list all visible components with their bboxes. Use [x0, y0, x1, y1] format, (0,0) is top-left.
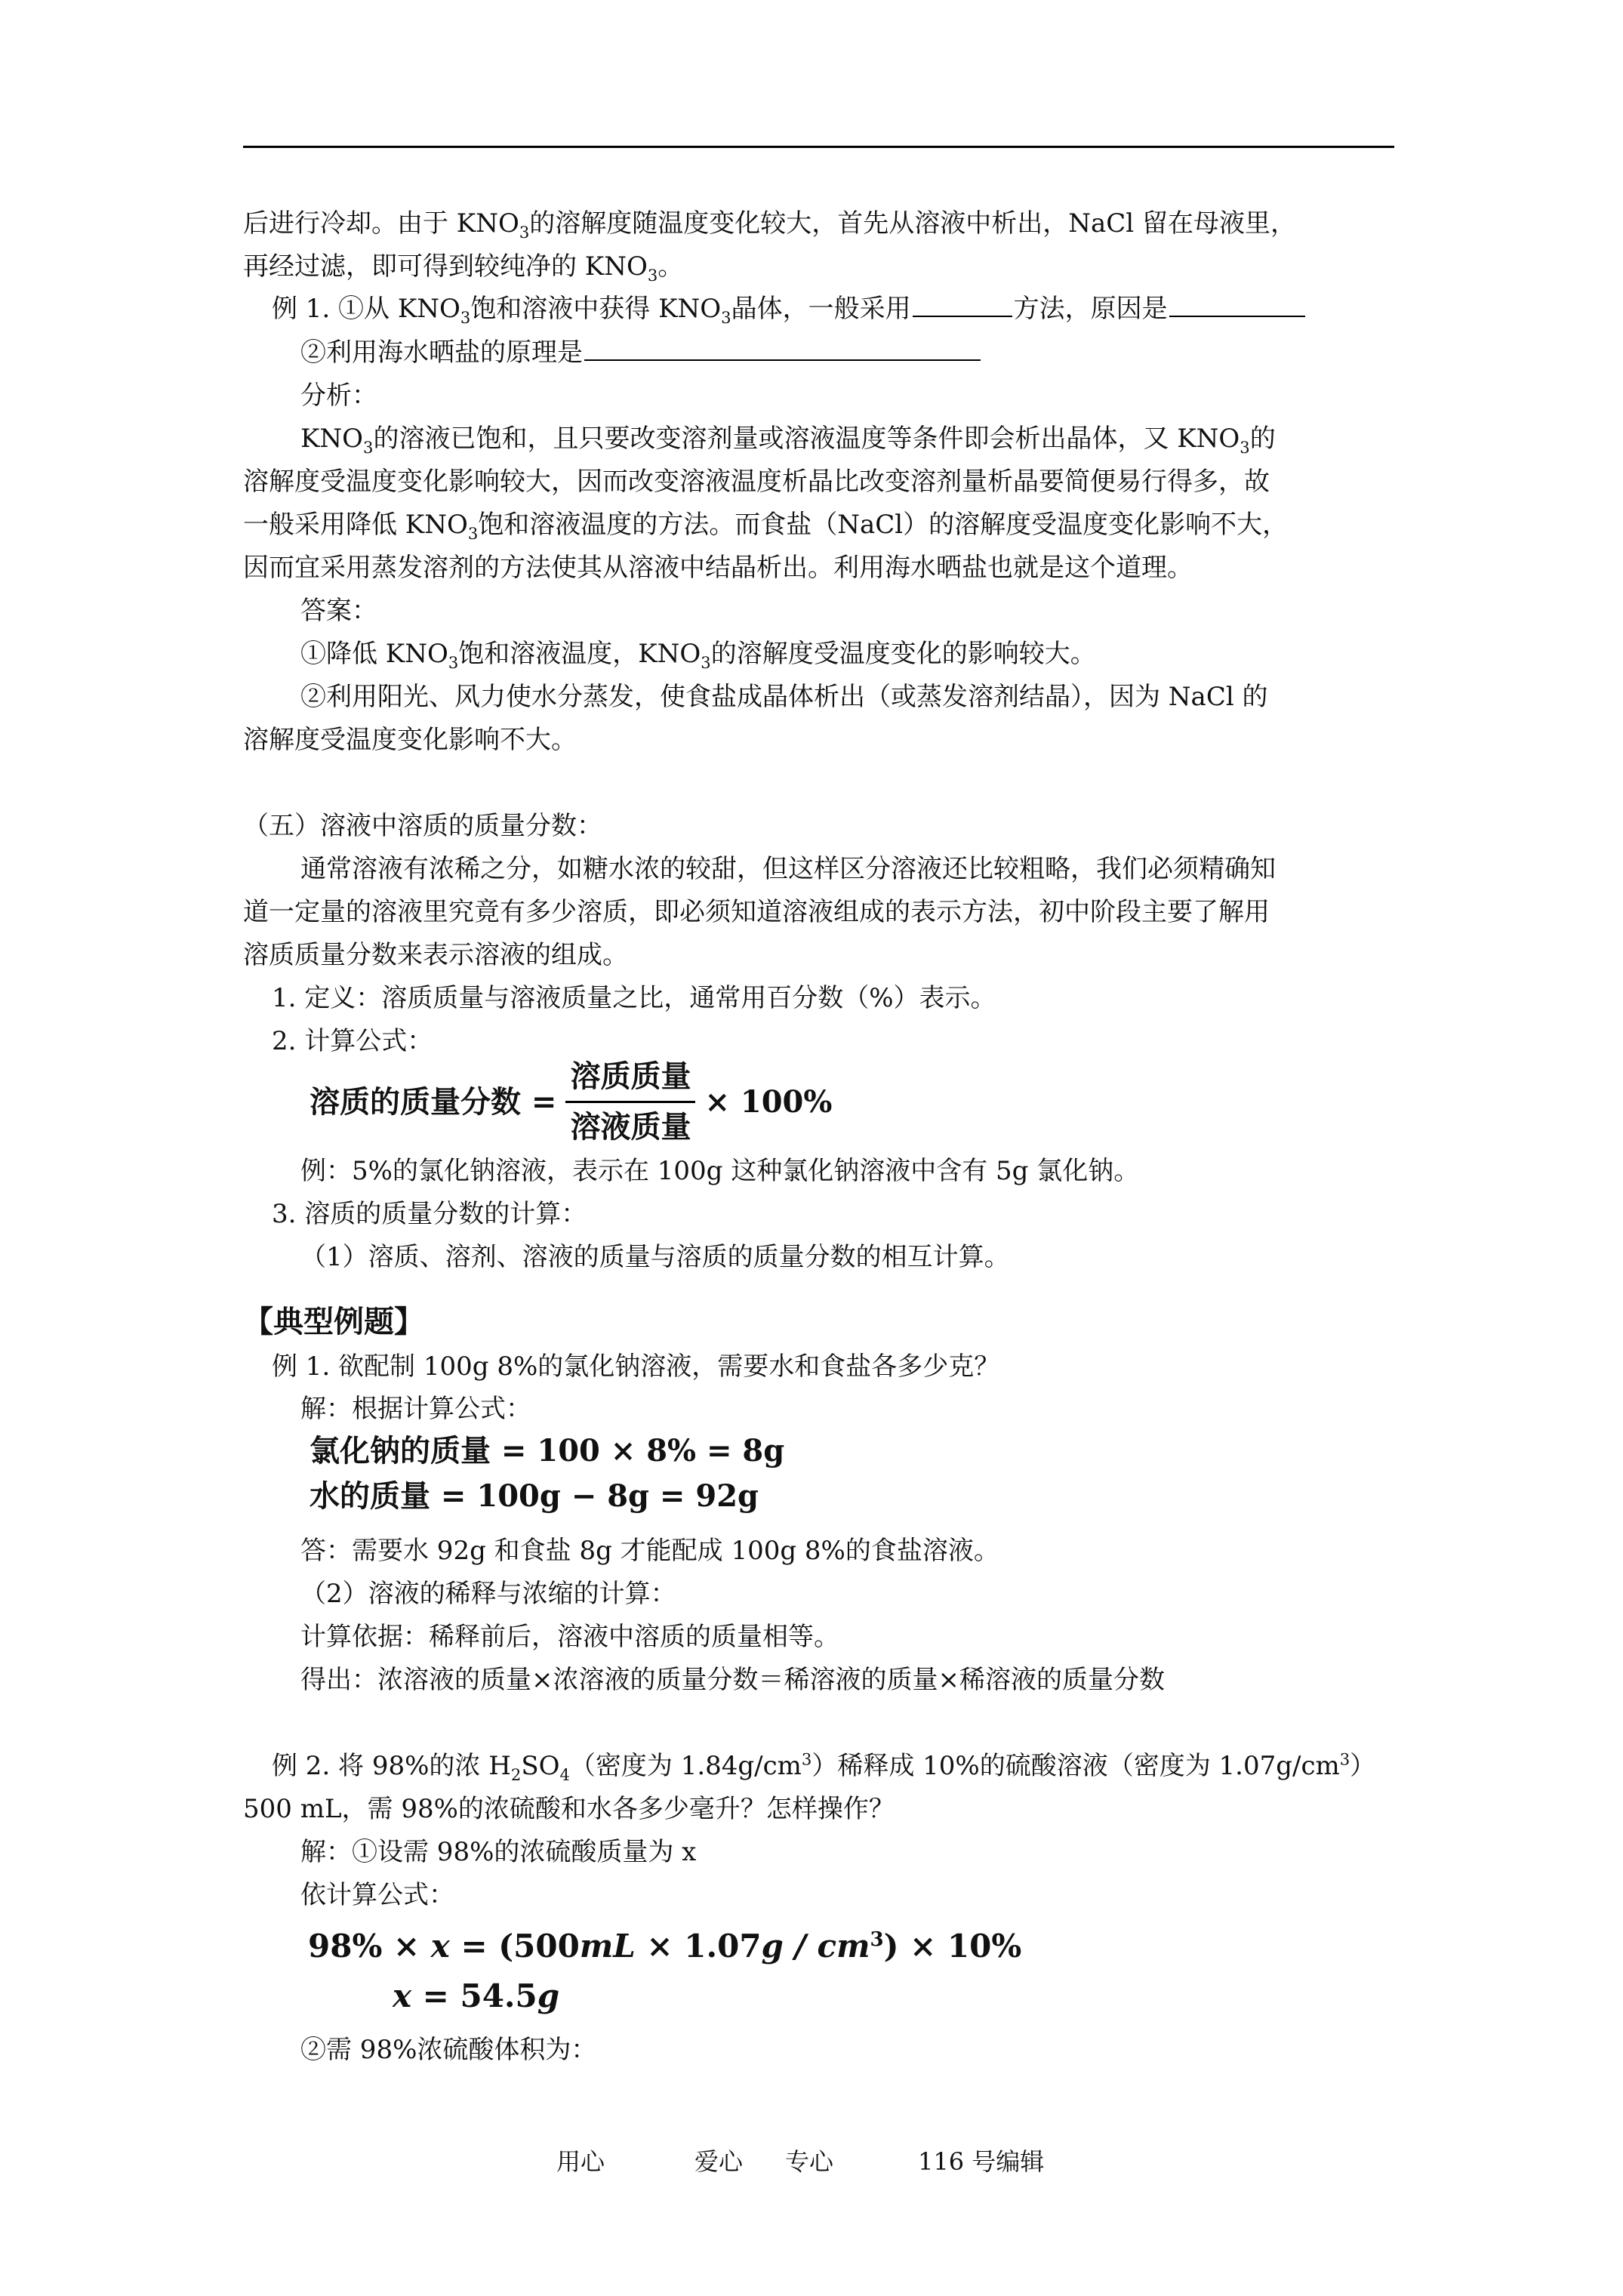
footer-text: 用心 — [556, 2147, 605, 2176]
answer-label: 答案： — [300, 596, 377, 626]
nacl-mass-formula: 氯化钠的质量 = 100 × 8% = 8g — [310, 1433, 785, 1469]
answer-line: 答：需要水 92g 和食盐 8g 才能配成 100g 8%的食盐溶液。 — [300, 1536, 999, 1566]
example-1-question: 例 1. ①从 $KNO_3$饱和溶液中获得 $KNO_3$晶体，一般采用 方法，原因是 — [272, 291, 1307, 327]
analysis-label: 分析： — [300, 381, 377, 411]
text-line: 溶质质量分数来表示溶液的组成。 — [243, 940, 628, 970]
solution-label: 解：根据计算公式： — [300, 1394, 531, 1424]
text-line: （1）溶质、溶剂、溶液的质量与溶质的质量分数的相互计算。 — [300, 1242, 1010, 1272]
text-line: 再经过滤，即可得到较纯净的 $KNO_3$。 — [243, 251, 684, 285]
answer-blank[interactable] — [1169, 293, 1305, 317]
answer-blank[interactable] — [584, 337, 981, 361]
text-line: 后进行冷却。由于 $KNO_3$的溶解度随温度变化较大，首先从溶液中析出，NaCl 留在母液里， — [243, 208, 1296, 242]
fraction-numerator: 溶质质量 — [565, 1056, 695, 1103]
text-line: $KNO_3$的溶液已饱和，且只要改变溶剂量或溶液温度等条件即会析出晶体，又 $KNO_3$的 — [300, 424, 1276, 457]
text-line: 通常溶液有浓稀之分，如糖水浓的较甜，但这样区分溶液还比较粗略，我们必须精确知 — [300, 854, 1276, 884]
fraction — [565, 1056, 695, 1148]
footer-text: 专心 — [785, 2147, 834, 2176]
typical-examples-heading: 【典型例题】 — [243, 1304, 424, 1339]
x-result-formula: x = 54.5g — [393, 1977, 560, 2014]
text-line: 计算依据：稀释前后，溶液中溶质的质量相等。 — [300, 1622, 839, 1652]
section-heading: （五）溶液中溶质的质量分数： — [243, 811, 602, 841]
text-line: 溶解度受温度变化影响不大。 — [243, 725, 577, 755]
text-line: 道一定量的溶液里究竟有多少溶质，即必须知道溶液组成的表示方法，初中阶段主要了解用 — [243, 897, 1270, 927]
answer-blank[interactable] — [913, 293, 1012, 317]
text-line: ②需 98%浓硫酸体积为： — [300, 2035, 597, 2065]
mass-fraction-formula: 溶质的质量分数 = $\frac{\text{溶质质量}}{\text{溶液质量}}$ × 100% — [310, 1056, 832, 1148]
text-line: 500 mL，需 98%的浓硫酸和水各多少毫升？怎样操作？ — [243, 1794, 895, 1824]
example-1-question-2: ②利用海水晒盐的原理是 — [300, 334, 982, 371]
example-1-problem: 例 1. 欲配制 100g 8%的氯化钠溶液，需要水和食盐各多少克？ — [272, 1351, 1000, 1382]
text-line: 溶解度受温度变化影响较大，因而改变溶液温度析晶比改变溶剂量析晶要简便易行得多，故 — [243, 467, 1270, 497]
text-line: 例：5%的氯化钠溶液，表示在 100g 这种氯化钠溶液中含有 5g 氯化钠。 — [300, 1156, 1140, 1186]
solution-line: 解：①设需 98%的浓硫酸质量为 x — [300, 1837, 697, 1867]
text-line: 一般采用降低 $KNO_3$饱和溶液温度的方法。而食盐（NaCl）的溶解度受温度变化影响不大， — [243, 510, 1289, 543]
text-line: ①降低 $KNO_3$饱和溶液温度，$KNO_3$的溶解度受温度变化的影响较大。 — [300, 639, 1096, 672]
text-line: 依计算公式： — [300, 1880, 454, 1910]
footer-text: 爱心 — [694, 2147, 744, 2176]
text-line: ②利用阳光、风力使水分蒸发，使食盐成晶体析出（或蒸发溶剂结晶），因为 NaCl 的 — [300, 682, 1268, 712]
footer-text: 116 号编辑 — [918, 2147, 1045, 2176]
header-rule — [243, 146, 1394, 148]
definition-item: 1. 定义：溶质质量与溶液质量之比，通常用百分数（%）表示。 — [272, 983, 996, 1013]
fraction-denominator: 溶液质量 — [570, 1109, 691, 1145]
text-line: 因而宜采用蒸发溶剂的方法使其从溶液中结晶析出。利用海水晒盐也就是这个道理。 — [243, 553, 1193, 583]
formula-item: 2. 计算公式： — [272, 1026, 433, 1056]
example-2-problem: 例 2. 将 98%的浓 $H_2SO_4$（密度为 $1.84g/cm^3$）稀释成 10%的硫酸溶液（密度为 $1.07g/cm^3$） — [272, 1749, 1376, 1784]
calc-item: 3. 溶质的质量分数的计算： — [272, 1199, 587, 1229]
h2so4-formula: $98\% \times x = (500mL \times 1.07g / cm^3) \times 10\%$ — [308, 1928, 1022, 1965]
subsection-heading: （2）溶液的稀释与浓缩的计算： — [300, 1579, 676, 1609]
text-line: 得出：浓溶液的质量×浓溶液的质量分数＝稀溶液的质量×稀溶液的质量分数 — [300, 1665, 1165, 1695]
water-mass-formula: 水的质量 = 100g − 8g = 92g — [310, 1478, 759, 1514]
